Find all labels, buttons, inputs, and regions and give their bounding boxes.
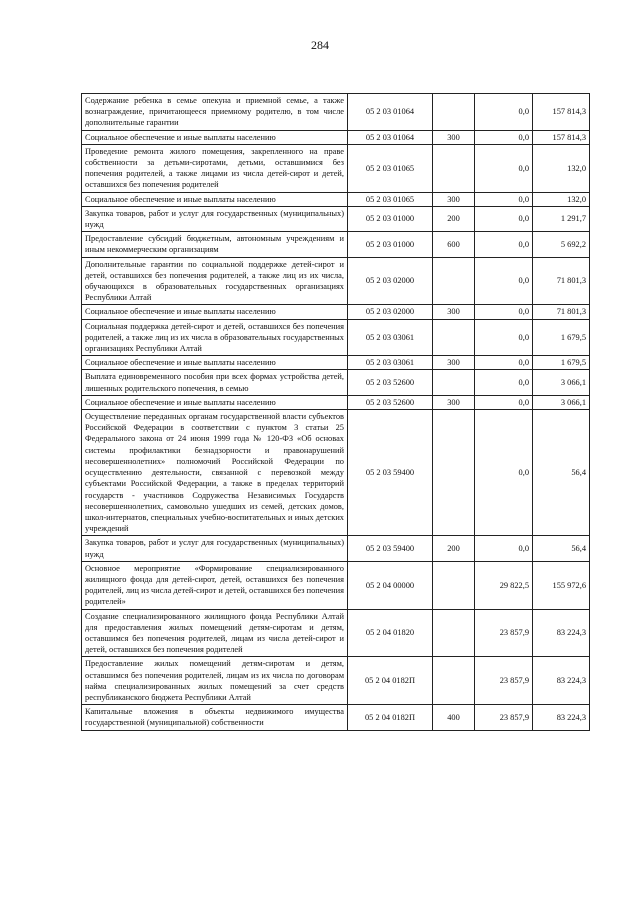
item-name-cell: Основное мероприятие «Формирование специализированного жилищного фонда для детей-сирот, детей, оставшихся без попечения родителей, лиц из числа детей-сирот и детей, оставшихся без попечения родителей» xyxy=(82,561,348,609)
amount-first-cell: 0,0 xyxy=(475,305,533,319)
expense-type-cell xyxy=(433,410,475,536)
amount-first-cell: 0,0 xyxy=(475,356,533,370)
table-row xyxy=(82,232,590,257)
item-name-cell: Выплата единовременного пособия при всех формах устройства детей, лишенных родительского попечения, в семью xyxy=(82,370,348,395)
item-name-cell: Предоставление субсидий бюджетным, автономным учреждениям и иным некоммерческим организациям xyxy=(82,232,348,257)
target-code-cell: 05 2 04 0182П xyxy=(348,705,433,730)
target-code-cell: 05 2 03 59400 xyxy=(348,536,433,561)
target-code-cell: 05 2 04 00000 xyxy=(348,561,433,609)
target-code-cell: 05 2 04 01820 xyxy=(348,609,433,657)
amount-second-cell: 83 224,3 xyxy=(533,705,590,730)
item-name-cell: Закупка товаров, работ и услуг для государственных (муниципальных) нужд xyxy=(82,536,348,561)
expense-type-cell: 300 xyxy=(433,395,475,409)
item-name-cell: Создание специализированного жилищного фонда Республики Алтай для предоставления жилых помещений детям-сиротам и детям, оставшимся без попечения родителей, лицам из числа детей-сирот и детей, оставшихся без попечения родителей xyxy=(82,609,348,657)
target-code-cell: 05 2 03 02000 xyxy=(348,305,433,319)
expense-type-cell xyxy=(433,370,475,395)
target-code-cell: 05 2 03 01000 xyxy=(348,232,433,257)
target-code-cell: 05 2 03 02000 xyxy=(348,257,433,305)
item-name-cell: Предоставление жилых помещений детям-сиротам и детям, оставшимся без попечения родителей, лицам из их числа по договорам найма специализированных жилых помещений за счет средств республиканского бюджета Республики Алтай xyxy=(82,657,348,705)
target-code-cell: 05 2 03 01000 xyxy=(348,206,433,231)
target-code-cell: 05 2 03 03061 xyxy=(348,319,433,356)
amount-second-cell: 3 066,1 xyxy=(533,370,590,395)
table-row xyxy=(82,206,590,231)
item-name-cell: Закупка товаров, работ и услуг для государственных (муниципальных) нужд xyxy=(82,206,348,231)
page-number: 284 xyxy=(311,38,329,52)
amount-first-cell: 0,0 xyxy=(475,395,533,409)
table-row xyxy=(82,536,590,561)
table-row xyxy=(82,257,590,305)
target-code-cell: 05 2 03 52600 xyxy=(348,395,433,409)
table-row xyxy=(82,609,590,657)
item-name-cell: Социальная поддержка детей-сирот и детей, оставшихся без попечения родителей, а также лиц из их числа в образовательных государственных организациях Республики Алтай xyxy=(82,319,348,356)
table-row xyxy=(82,561,590,609)
amount-second-cell: 1 679,5 xyxy=(533,319,590,356)
expense-type-cell xyxy=(433,657,475,705)
table-row xyxy=(82,319,590,356)
item-name-cell: Социальное обеспечение и иные выплаты населению xyxy=(82,395,348,409)
amount-second-cell: 157 814,3 xyxy=(533,130,590,144)
target-code-cell: 05 2 03 59400 xyxy=(348,410,433,536)
amount-first-cell: 0,0 xyxy=(475,257,533,305)
budget-table-body xyxy=(82,94,590,731)
amount-first-cell: 0,0 xyxy=(475,232,533,257)
amount-second-cell: 155 972,6 xyxy=(533,561,590,609)
expense-type-cell: 200 xyxy=(433,206,475,231)
item-name-cell: Проведение ремонта жилого помещения, закрепленного на праве собственности за детьми-сиротами, детьми, оставшимися без попечения родителей, а также лицами из числа детей-сирот и детей, оставшихся без попечения родителей xyxy=(82,144,348,192)
expense-type-cell: 300 xyxy=(433,305,475,319)
item-name-cell: Социальное обеспечение и иные выплаты населению xyxy=(82,356,348,370)
expense-type-cell: 200 xyxy=(433,536,475,561)
amount-first-cell: 23 857,9 xyxy=(475,705,533,730)
amount-second-cell: 157 814,3 xyxy=(533,94,590,131)
expense-type-cell: 300 xyxy=(433,356,475,370)
amount-second-cell: 1 291,7 xyxy=(533,206,590,231)
table-row xyxy=(82,657,590,705)
table-row xyxy=(82,144,590,192)
table-row xyxy=(82,395,590,409)
expense-type-cell: 300 xyxy=(433,192,475,206)
amount-first-cell: 0,0 xyxy=(475,206,533,231)
amount-second-cell: 3 066,1 xyxy=(533,395,590,409)
amount-first-cell: 0,0 xyxy=(475,94,533,131)
expense-type-cell xyxy=(433,144,475,192)
expense-type-cell: 400 xyxy=(433,705,475,730)
item-name-cell: Содержание ребенка в семье опекуна и приемной семье, а также вознаграждение, причитающееся приемному родителю, в том числе дополнительные гарантии xyxy=(82,94,348,131)
amount-first-cell: 0,0 xyxy=(475,130,533,144)
expense-type-cell: 300 xyxy=(433,130,475,144)
amount-second-cell: 71 801,3 xyxy=(533,305,590,319)
target-code-cell: 05 2 03 01064 xyxy=(348,94,433,131)
table-row xyxy=(82,94,590,131)
amount-first-cell: 0,0 xyxy=(475,536,533,561)
table-row xyxy=(82,410,590,536)
target-code-cell: 05 2 03 52600 xyxy=(348,370,433,395)
expense-type-cell xyxy=(433,561,475,609)
table-row xyxy=(82,370,590,395)
item-name-cell: Социальное обеспечение и иные выплаты населению xyxy=(82,305,348,319)
target-code-cell: 05 2 03 03061 xyxy=(348,356,433,370)
item-name-cell: Осуществление переданных органам государственной власти субъектов Российской Федерации в соответствии с пунктом 3 статьи 25 Федерального закона от 24 июня 1999 года № 120-ФЗ «Об основах системы профилактики безнадзорности и правонарушений несовершеннолетних» полномочий Российской Федерации по осуществлению деятельности, связанной с перевозкой между субъектами Российской Федерации, а также в пределах территорий государств - участников Содружества Независимых Государств несовершеннолетних, самовольно ушедших из семей, детских домов, школ-интернатов, специальных учебно-воспитательных и иных детских учреждений xyxy=(82,410,348,536)
amount-first-cell: 0,0 xyxy=(475,410,533,536)
amount-first-cell: 23 857,9 xyxy=(475,657,533,705)
item-name-cell: Социальное обеспечение и иные выплаты населению xyxy=(82,192,348,206)
expense-type-cell xyxy=(433,609,475,657)
amount-second-cell: 56,4 xyxy=(533,410,590,536)
table-row xyxy=(82,305,590,319)
budget-table xyxy=(81,93,590,731)
amount-first-cell: 29 822,5 xyxy=(475,561,533,609)
item-name-cell: Капитальные вложения в объекты недвижимого имущества государственной (муниципальной) собственности xyxy=(82,705,348,730)
item-name-cell: Дополнительные гарантии по социальной поддержке детей-сирот и детей, оставшихся без попечения родителей, а также лиц из их числа, обучающихся в образовательных государственных организациях Республики Алтай xyxy=(82,257,348,305)
amount-first-cell: 0,0 xyxy=(475,370,533,395)
target-code-cell: 05 2 04 0182П xyxy=(348,657,433,705)
table-row xyxy=(82,705,590,730)
target-code-cell: 05 2 03 01065 xyxy=(348,192,433,206)
amount-first-cell: 0,0 xyxy=(475,144,533,192)
item-name-cell: Социальное обеспечение и иные выплаты населению xyxy=(82,130,348,144)
table-row xyxy=(82,356,590,370)
table-row xyxy=(82,192,590,206)
amount-second-cell: 83 224,3 xyxy=(533,657,590,705)
table-row xyxy=(82,130,590,144)
amount-second-cell: 71 801,3 xyxy=(533,257,590,305)
amount-second-cell: 56,4 xyxy=(533,536,590,561)
amount-first-cell: 0,0 xyxy=(475,192,533,206)
amount-second-cell: 132,0 xyxy=(533,192,590,206)
amount-second-cell: 1 679,5 xyxy=(533,356,590,370)
amount-second-cell: 83 224,3 xyxy=(533,609,590,657)
expense-type-cell xyxy=(433,257,475,305)
expense-type-cell xyxy=(433,94,475,131)
expense-type-cell: 600 xyxy=(433,232,475,257)
expense-type-cell xyxy=(433,319,475,356)
target-code-cell: 05 2 03 01065 xyxy=(348,144,433,192)
amount-second-cell: 5 692,2 xyxy=(533,232,590,257)
amount-first-cell: 0,0 xyxy=(475,319,533,356)
target-code-cell: 05 2 03 01064 xyxy=(348,130,433,144)
amount-second-cell: 132,0 xyxy=(533,144,590,192)
amount-first-cell: 23 857,9 xyxy=(475,609,533,657)
